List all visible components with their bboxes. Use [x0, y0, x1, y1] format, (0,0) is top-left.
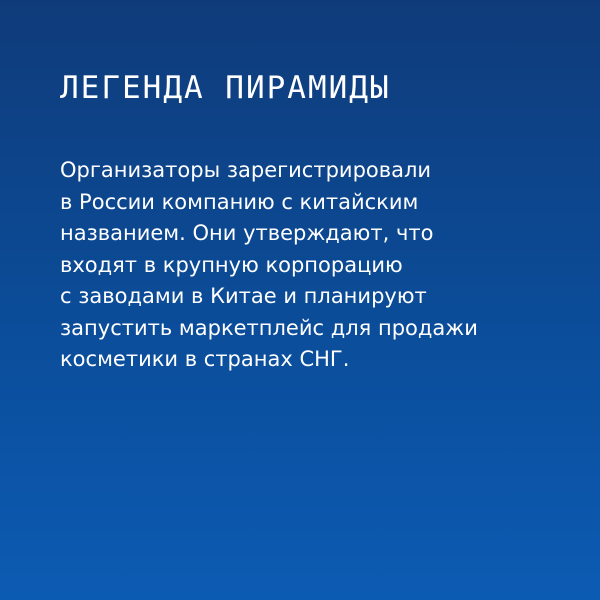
body-line: входят в крупную корпорацию [60, 252, 403, 277]
body-line: в России компанию с китайским [60, 189, 419, 214]
body-line: названием. Они утверждают, что [60, 221, 434, 245]
body-line: Организаторы зарегистрировали [60, 158, 432, 182]
slide-title: ЛЕГЕНДА ПИРАМИДЫ [60, 70, 391, 106]
body-line: косметики в странах СНГ. [60, 347, 350, 371]
body-line: запустить маркетплейс для продажи [60, 315, 478, 340]
slide-body-text [60, 155, 580, 376]
body-line: с заводами в Китае и планируют [60, 284, 427, 308]
